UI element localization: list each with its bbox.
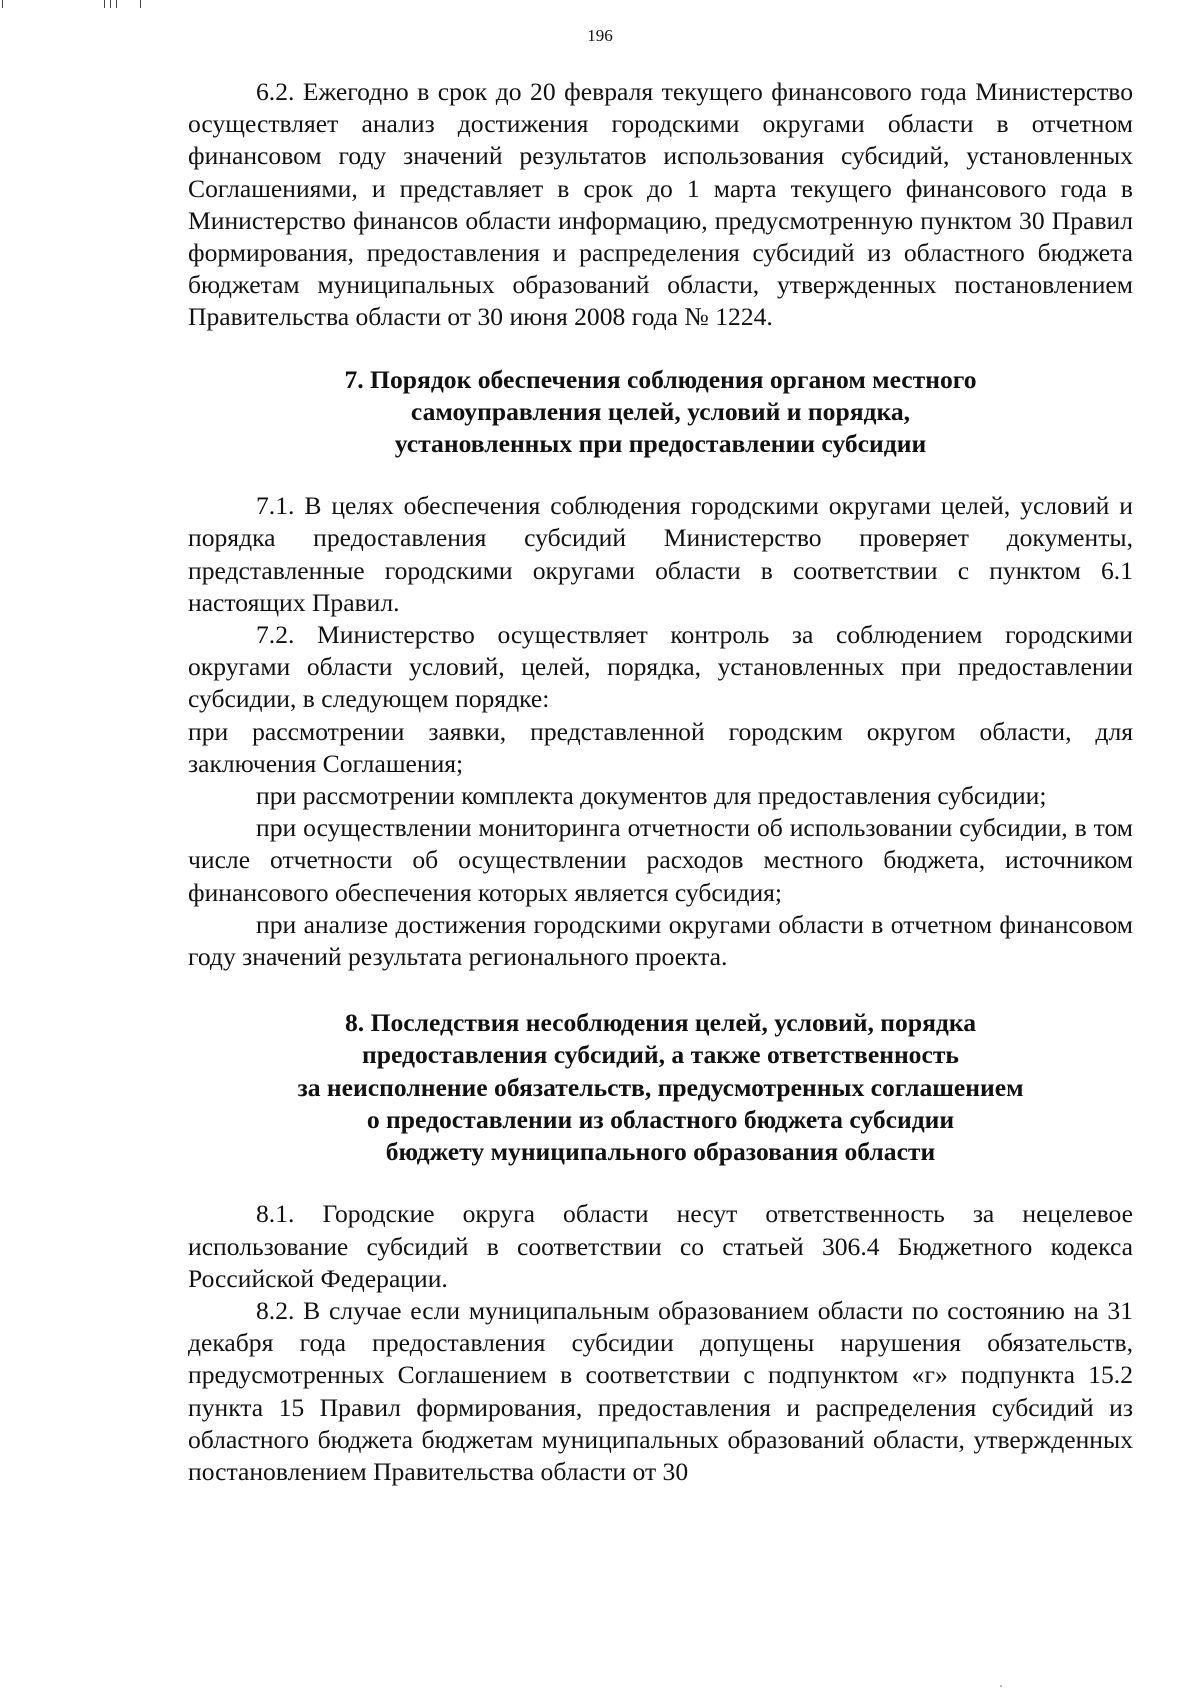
page-number: 196 [587, 26, 613, 45]
list-item: при анализе достижения городскими округами области в отчетном финансовом году значений результата регионального проекта. [188, 909, 1133, 972]
paragraph-8-1: 8.1. Городские округа области несут ответственность за нецелевое использование субсидий в соответствии со статьей 306.4 Бюджетного кодекса Российской Федерации. [188, 1199, 1133, 1293]
list-item: при осуществлении мониторинга отчетности об использовании субсидии, в том числе отчетности об осуществлении расходов местного бюджета, источником финансового обеспечения которых является субсидия; [188, 813, 1133, 907]
paragraph-6-2: 6.2. Ежегодно в срок до 20 февраля текущего финансового года Министерство осуществляет анализ достижения городскими округами области в отчетном финансовом году значений результатов использования субсидий, установленных Соглашениями, и представляет в срок до 1 марта текущего финансового года в Министерство финансов области информацию, предусмотренную пунктом 30 Правил формирования, предоставления и распределения субсидий из областного бюджета бюджетам муниципальных образований области, утвержденных постановлением Правительства области от 30 июня 2008 года № 1224. [188, 77, 1133, 332]
section-8-heading-line: бюджету муниципального образования области [385, 1137, 936, 1167]
list-item: при рассмотрении комплекта документов для предоставления субсидии; [256, 781, 1047, 811]
section-7-heading-line: 7. Порядок обеспечения соблюдения органом местного [344, 364, 977, 394]
section-8-heading-line: 8. Последствия несоблюдения целей, условий, порядка [344, 1008, 977, 1038]
section-8-heading [188, 1007, 1133, 1168]
section-8-heading-line: за неисполнение обязательств, предусмотренных соглашением [297, 1072, 1024, 1102]
section-7-heading-line: самоуправления целей, условий и порядка, [410, 396, 911, 426]
section-8-heading-line: о предоставлении из областного бюджета субсидии [366, 1104, 955, 1134]
document-body [188, 76, 1133, 1488]
scan-dot [1000, 1685, 1002, 1687]
paragraph-7-2: 7.2. Министерство осуществляет контроль за соблюдением городскими округами области условий, целей, порядка, установленных при предоставлении субсидии, в следующем порядке: [188, 620, 1133, 714]
section-7-heading-line: установленных при предоставлении субсидии [394, 429, 927, 459]
list-item: при рассмотрении заявки, представленной городским округом области, для заключения Соглашения; [188, 716, 1133, 778]
paragraph-8-2: 8.2. В случае если муниципальным образованием области по состоянию на 31 декабря года предоставления субсидии допущены нарушения обязательств, предусмотренных Соглашением в соответствии с подпунктом «г» подпункта 15.2 пункта 15 Правил формирования, предоставления и распределения субсидий из областного бюджета бюджетам муниципальных образований области, утвержденных постановлением Правительства области от 30 [188, 1295, 1133, 1486]
section-7-heading [188, 364, 1133, 461]
section-8-heading-line: предоставления субсидий, а также ответственность [362, 1040, 959, 1070]
scan-edge-marks [0, 0, 160, 8]
paragraph-7-1: 7.1. В целях обеспечения соблюдения городскими округами целей, условий и порядка предоставления субсидий Министерство проверяет документы, представленные городскими округами области в соответствии с пунктом 6.1 настоящих Правил. [188, 491, 1133, 617]
